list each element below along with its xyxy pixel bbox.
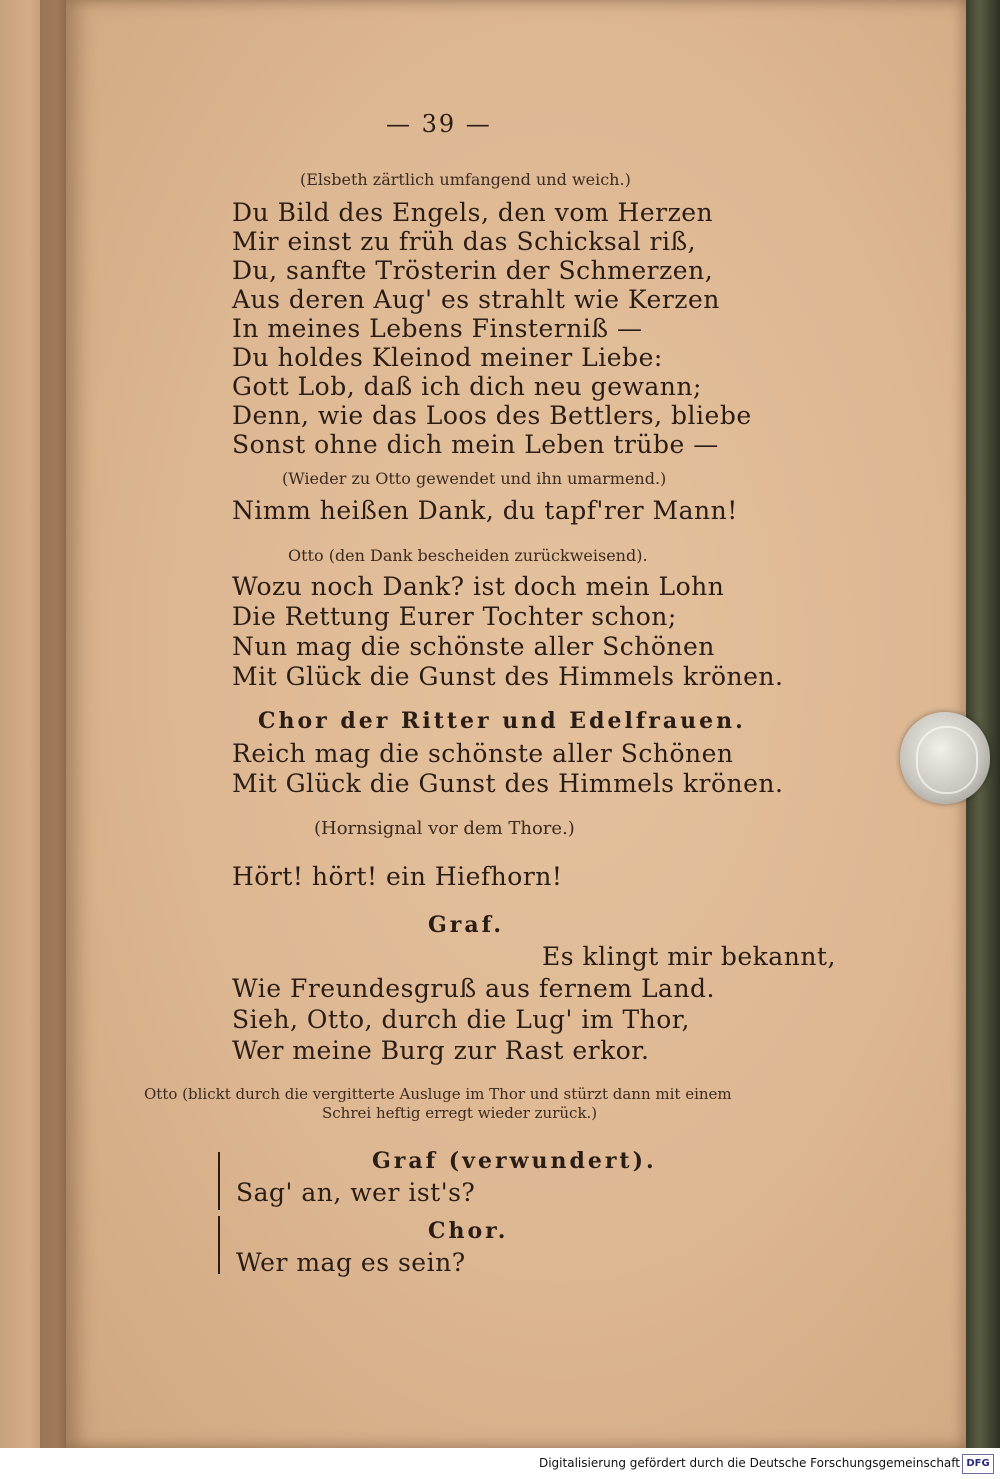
speaker-heading: Graf (verwundert). [372,1148,657,1174]
page-number: — 39 — [386,110,492,138]
verse-line: Hört! hört! ein Hiefhorn! [232,862,563,891]
verse-line: Du Bild des Engels, den vom Herzen [232,198,714,227]
verse-line: Mit Glück die Gunst des Himmels krönen. [232,769,784,798]
stage-direction: (Wieder zu Otto gewendet und ihn umarmend.) [282,469,667,488]
verse-line: Du holdes Kleinod meiner Liebe: [232,343,663,372]
speaker-heading: Chor. [428,1218,509,1244]
verse-line: Mir einst zu früh das Schicksal riß, [232,227,697,256]
verse-line: Denn, wie das Loos des Bettlers, bliebe [232,401,752,430]
verse-line: Wer meine Burg zur Rast erkor. [232,1036,650,1065]
verse-line: Gott Lob, daß ich dich neu gewann; [232,372,702,401]
verse-line: Wie Freundesgruß aus fernem Land. [232,974,716,1003]
verse-line: Aus deren Aug' es strahlt wie Kerzen [232,285,720,314]
verse-line: Wozu noch Dank? ist doch mein Lohn [232,572,725,601]
verse-line: Sonst ohne dich mein Leben trübe — [232,430,719,459]
verse-line: Wer mag es sein? [236,1248,466,1277]
speaker-heading: Graf. [428,912,504,938]
verse-line: Nimm heißen Dank, du tapf'rer Mann! [232,496,738,525]
verse-line: Mit Glück die Gunst des Himmels krönen. [232,662,784,691]
funding-credit: Digitalisierung gefördert durch die Deutsche Forschungsgemeinschaft [538,1456,960,1470]
dfg-logo: DFG [962,1454,994,1474]
stage-direction: (Hornsignal vor dem Thore.) [314,818,575,839]
verse-line: Sieh, Otto, durch die Lug' im Thor, [232,1005,690,1034]
bracket-chor [218,1216,230,1274]
verse-line: Du, sanfte Trösterin der Schmerzen, [232,256,714,285]
stage-direction: (Elsbeth zärtlich umfangend und weich.) [300,170,631,189]
speaker-direction: Otto (den Dank bescheiden zurückweisend). [288,546,648,565]
stage-direction: Schrei heftig erregt wieder zurück.) [322,1104,598,1122]
page-clip-highlight [916,726,978,794]
speaker-heading: Chor der Ritter und Edelfrauen. [258,708,746,734]
bracket-graf [218,1152,230,1210]
verse-line: Nun mag die schönste aller Schönen [232,632,715,661]
footer-bar [0,1448,1000,1479]
verse-line: Reich mag die schönste aller Schönen [232,739,734,768]
verse-line: Die Rettung Eurer Tochter schon; [232,602,677,631]
verse-line: In meines Lebens Finsterniß — [232,314,643,343]
stage-direction: Otto (blickt durch die vergitterte Ausluge im Thor und stürzt dann mit einem [144,1085,732,1103]
verse-line: Sag' an, wer ist's? [236,1178,476,1207]
verse-line: Es klingt mir bekannt, [542,942,836,971]
